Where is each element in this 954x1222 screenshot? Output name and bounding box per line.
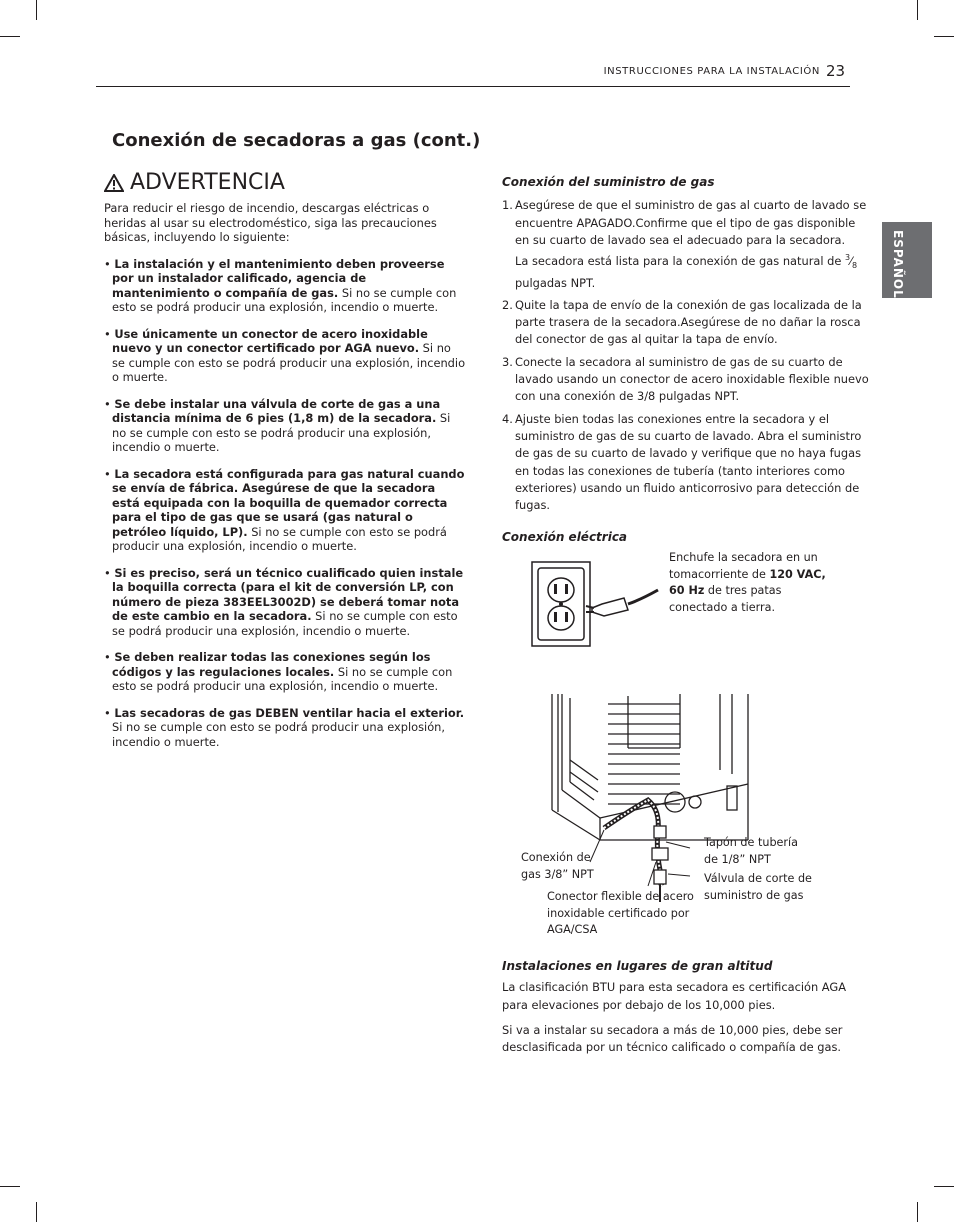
altitude-paragraph-2: Si va a instalar su secadora a más de 10,000 pies, debe ser desclasificada por un técnico calificado o compañía de gas. — [502, 1022, 843, 1055]
page-number: 23 — [826, 62, 846, 80]
gas-step: 1. Asegúrese de que el suministro de gas al cuarto de lavado se encuentre APAGADO.Confirme que el tipo de gas disponible en su cuarto de lavado sea el adecuado para la secadora. La secadora está lista para la conexión de gas natural de $^3⁄_8$ pulgadas NPT. — [502, 198, 867, 290]
warning-item: • Las secadoras de gas DEBEN ventilar hacia el exterior. Si no se cumple con esto se podrá producir una explosión, incendio o muerte. — [104, 705, 465, 749]
gas-step: 4. Ajuste bien todas las conexiones entre la secadora y el suministro de gas de su cuarto de lavado. Abra el suministro de gas de su cuarto de lavado y verifique que no haya fugas en todas las conexiones de tubería (tanto interiores como exteriores) usando un fluido anticorrosivo para detección de fugas. — [502, 411, 862, 513]
altitude-section — [502, 958, 872, 1064]
electrical-caption: Enchufe la secadora en un tomacorriente de 120 VAC, 60 Hz de tres patas conectado a tierra. — [669, 551, 826, 614]
label-shutoff-valve: Válvula de corte de suministro de gas — [704, 872, 812, 902]
gas-step: 2. Quite la tapa de envío de la conexión de gas localizada de la parte trasera de la secadora.Asegúrese de no dañar la rosca del conector de gas al quitar la tapa de envío. — [502, 297, 862, 347]
header-rule — [96, 86, 850, 87]
warning-title: ADVERTENCIA — [130, 170, 285, 195]
crop-mark — [36, 0, 37, 20]
warning-body — [104, 201, 466, 761]
warning-heading — [104, 170, 285, 195]
header-section: INSTRUCCIONES PARA LA INSTALACIÓN — [603, 66, 820, 77]
warning-item: • Se debe instalar una válvula de corte de gas a una distancia mínima de 6 pies (1,8 m) de la secadora. Si no se cumple con esto se podrá producir una explosión, incendio o muerte. — [104, 396, 451, 454]
warning-item: • La instalación y el mantenimiento deben proveerse por un instalador calificado, agencia de mantenimiento o compañía de gas. Si no se cumple con esto se podrá producir una explosión, incendio o muerte. — [104, 256, 457, 314]
electrical-section — [502, 529, 872, 546]
crop-mark — [917, 1202, 918, 1222]
warning-item: • La secadora está configurada para gas natural cuando se envía de fábrica. Asegúrese de que la secadora está equipada con la boquilla de quemador correcta para el tipo de gas que se usará (gas natural o petróleo líquido, LP). Si no se cumple con esto se podrá producir una explosión, incendio o muerte. — [104, 466, 465, 553]
label-gas-connection: Conexión de gas 3/8” NPT — [521, 851, 594, 881]
outlet-plug-illustration — [530, 560, 660, 650]
altitude-paragraph-1: La clasificación BTU para esta secadora es certificación AGA para elevaciones por debajo de los 10,000 pies. — [502, 980, 847, 1012]
crop-mark — [934, 1186, 954, 1187]
crop-mark — [934, 36, 954, 37]
section-title: Conexión de secadoras a gas (cont.) — [112, 130, 481, 151]
altitude-heading: Instalaciones en lugares de gran altitud — [502, 959, 773, 973]
crop-mark — [0, 36, 20, 37]
crop-mark — [917, 0, 918, 20]
warning-item: • Si es preciso, será un técnico cualificado quien instale la boquilla correcta (para el kit de conversión LP, con número de pieza 383EEL3002D) se deberá tomar nota de este cambio en la secadora. Si no se cumple con esto se podrá producir una explosión, incendio o muerte. — [104, 565, 464, 638]
gas-step: 3. Conecte la secadora al suministro de gas de su cuarto de lavado usando un conector de acero inoxidable flexible nuevo con una conexión de 3/8 pulgadas NPT. — [502, 354, 869, 404]
language-tab — [882, 222, 932, 298]
gas-supply-section — [502, 174, 872, 519]
warning-triangle-icon — [104, 174, 124, 192]
crop-mark — [36, 1202, 37, 1222]
crop-mark — [0, 1186, 20, 1187]
electrical-heading: Conexión eléctrica — [502, 530, 628, 544]
warning-item: • Use únicamente un conector de acero inoxidable nuevo y un conector certificado por AGA nuevo. Si no se cumple con esto se podrá producir una explosión, incendio o muerte. — [104, 326, 466, 384]
label-pipe-plug: Tapón de tubería de 1/8” NPT — [704, 836, 798, 866]
label-flex-connector: Conector flexible de acero inoxidable certificado por AGA/CSA — [547, 890, 694, 936]
warning-intro: Para reducir el riesgo de incendio, descargas eléctricas o heridas al usar su electrodoméstico, siga las precauciones básicas, incluyendo lo siguiente: — [104, 201, 437, 244]
gas-supply-heading: Conexión del suministro de gas — [502, 175, 715, 189]
language-tab-label: ESPAÑOL — [891, 230, 905, 299]
warning-item: • Se deben realizar todas las conexiones según los códigos y las regulaciones locales. Si no se cumple con esto se podrá producir una explosión, incendio o muerte. — [104, 650, 453, 693]
